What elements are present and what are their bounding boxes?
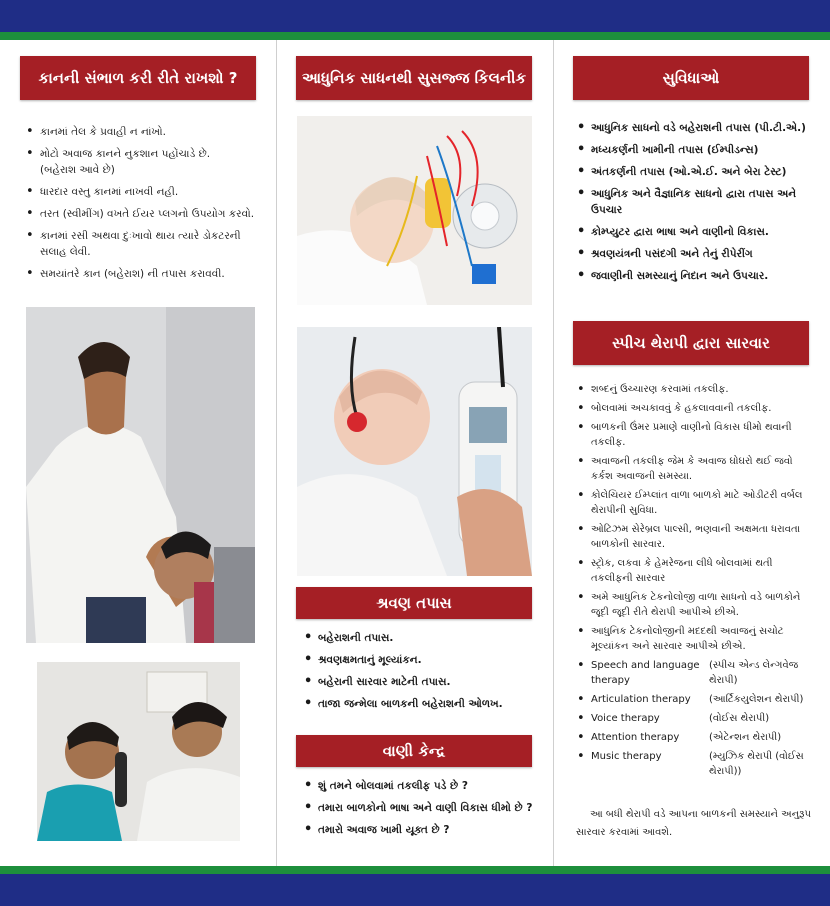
list-item: • કાનમાં તેલ કે પ્રવાહી ન નાંખો. <box>24 124 262 140</box>
therapy-name-gu: (મ્યુઝિક થેરાપી (વોઈસ થેરાપી)) <box>709 751 804 777</box>
therapy-name-en: • Attention therapy <box>591 732 680 743</box>
speech-therapy-heading: સ્પીચ થેરાપી દ્વારા સારવાર <box>573 321 809 365</box>
list-item: • જવાણીની સમસ્યાનું નિદાન અને ઉપચાર. <box>575 268 813 284</box>
list-item-continuation: (બહેરાશ આવે છે) <box>40 164 115 176</box>
therapy-name-gu: (સ્પીચ એન્ડ લેન્ગવેજ થેરાપી) <box>709 660 799 686</box>
facilities-list <box>575 120 813 290</box>
facilities-heading: સુવિધાઓ <box>573 56 809 100</box>
top-green-stripe <box>0 32 830 40</box>
list-item: • બહેરાની સારવાર માટેની તપાસ. <box>302 674 532 690</box>
speech-center-heading: વાણી કેન્દ્ર <box>296 735 532 767</box>
audiologist-and-boy-photo <box>37 662 240 841</box>
column-divider-1 <box>276 40 277 866</box>
therapy-name-en: • Articulation therapy <box>591 694 691 705</box>
infant-hearing-test-photo <box>297 116 532 305</box>
list-item: • બાળકની ઉંમર પ્રમાણે વાણીનો વિકાસ ધીમો થવાની તકલીફ. <box>575 420 815 450</box>
list-item: • શું તમને બોલવામાં તકલીફ પડે છે ? <box>302 778 534 794</box>
list-item: • અવાજની તકલીફ જેમ કે અવાજ ઘોઘરો થઈ જવો કર્કશ અવાજની સમસ્યા. <box>575 454 815 484</box>
list-item: • સ્ટ્રોક, લકવા કે હેમરેજના લીધે બોલવામાં થતી તકલીફની સારવાર <box>575 556 815 586</box>
therapy-row <box>575 711 815 726</box>
list-item: • તાજા જન્મેલા બાળકની બહેરાશની ઓળખ. <box>302 696 532 712</box>
therapy-row <box>575 730 815 745</box>
baby-with-hearing-screener-photo <box>297 327 532 576</box>
bottom-navy-bar <box>0 874 830 906</box>
ear-care-heading: કાનની સંભાળ કરી રીતે રાખશો ? <box>20 56 256 100</box>
list-item: • કાનમાં રસી અથવા દુઃખાવો થાય ત્યારે ડોકટરની સલાહ લેવી. <box>24 228 262 260</box>
speech-therapy-list <box>575 382 815 783</box>
list-item: • શબ્દનું ઉચ્ચારણ કરવામાં તકલીફ. <box>575 382 815 397</box>
therapy-name-gu: (આર્ટિકયુલેશન થેરાપી) <box>709 694 804 705</box>
list-item: • મોટો અવાજ કાનને નુકશાન પહોંચાડે છે. <box>24 146 262 162</box>
list-item: • શ્રવણક્ષમતાનું મૂલ્યાંકન. <box>302 652 532 668</box>
list-item: • શ્રવણયંત્રની પસંદગી અને તેનું રીપેરીંગ <box>575 246 813 262</box>
clinic-heading: આધુનિક સાધનથી સુસજ્જ કિલનીક <box>296 56 532 100</box>
list-item: • આધુનિક સાધનો વડે બહેરાશની તપાસ (પી.ટી.એ.) <box>575 120 813 136</box>
hearing-test-list <box>302 630 532 718</box>
list-item: • તમારા બાળકોનો ભાષા અને વાણી વિકાસ ધીમો છે ? <box>302 800 534 816</box>
therapy-name-gu: (એટેન્શન થેરાપી) <box>709 732 782 743</box>
hearing-test-heading: શ્રવણ તપાસ <box>296 587 532 619</box>
therapy-name-gu: (વોઈસ થેરાપી) <box>709 713 770 724</box>
therapy-row <box>575 692 815 707</box>
therapy-name-en: • Music therapy <box>591 751 662 762</box>
list-item: • સમયાંતરે કાન (બહેરાશ) ની તપાસ કરાવવી. <box>24 266 262 282</box>
therapy-row <box>575 658 815 688</box>
list-item: • ધારદાર વસ્તુ કાનમાં નાખવી નહી. <box>24 184 262 200</box>
speech-center-list <box>302 778 534 844</box>
list-item: • કોલેચિયર ઈમ્પ્લાંત વાળા બાળકો માટે ઓડીટરી વર્બલ થેરાપીની સુવિધા. <box>575 488 815 518</box>
therapy-name-en: • Voice therapy <box>591 713 660 724</box>
therapy-name-en: • Speech and language therapy <box>591 660 700 686</box>
list-item: • ઓટિઝમ સેરેબ્રલ પાલ્સી, ભણવાની અક્ષમતા ધરાવતા બાળકોની સારવાર. <box>575 522 815 552</box>
list-item: • મધ્યકર્ણની ખામીની તપાસ (ઈમ્પીડન્સ) <box>575 142 813 158</box>
column-divider-2 <box>553 40 554 866</box>
list-item: • આધુનિક ટેકનોલોજીની મદદથી અવાજનું સચોટ મૂલ્યાંકન અને સારવાર આપીએ છીએ. <box>575 624 815 654</box>
list-item: • અમે આધુનિક ટેકનોલોજી વાળા સાધનો વડે બાળકોને જૂદી જૂદી રીતે થેરાપી આપીએ છીએ. <box>575 590 815 620</box>
list-item: • અંતકર્ણની તપાસ (ઓ.એ.ઈ. અને બેરા ટેસ્ટ) <box>575 164 813 180</box>
ear-care-list <box>24 124 262 288</box>
list-item: • બહેરાશની તપાસ. <box>302 630 532 646</box>
top-navy-bar <box>0 0 830 32</box>
therapy-row <box>575 749 815 779</box>
list-item: • આધુનિક અને વૈજ્ઞાનિક સાધનો દ્વારા તપાસ અને ઉપચાર <box>575 186 813 218</box>
doctor-examining-child-ear-photo <box>26 307 255 643</box>
closing-note: આ બધી થેરાપી વડે આપના બાળકની સમસ્યાને અનુરૂપ સારવાર કરવામાં આવશે. <box>576 809 811 838</box>
list-item: • તમારો અવાજ ખામી યૂક્ત છે ? <box>302 822 534 838</box>
list-item: • તરત (સ્વીમીંગ) વખતે ઈયર પ્લગનો ઉપયોગ કરવો. <box>24 206 262 222</box>
list-item: • બોલવામાં અચકાવવું કે હકલાવવાની તકલીફ. <box>575 401 815 416</box>
bottom-green-stripe <box>0 866 830 874</box>
list-item: • કોમ્પ્યુટર દ્વારા ભાષા અને વાણીનો વિકાસ. <box>575 224 813 240</box>
